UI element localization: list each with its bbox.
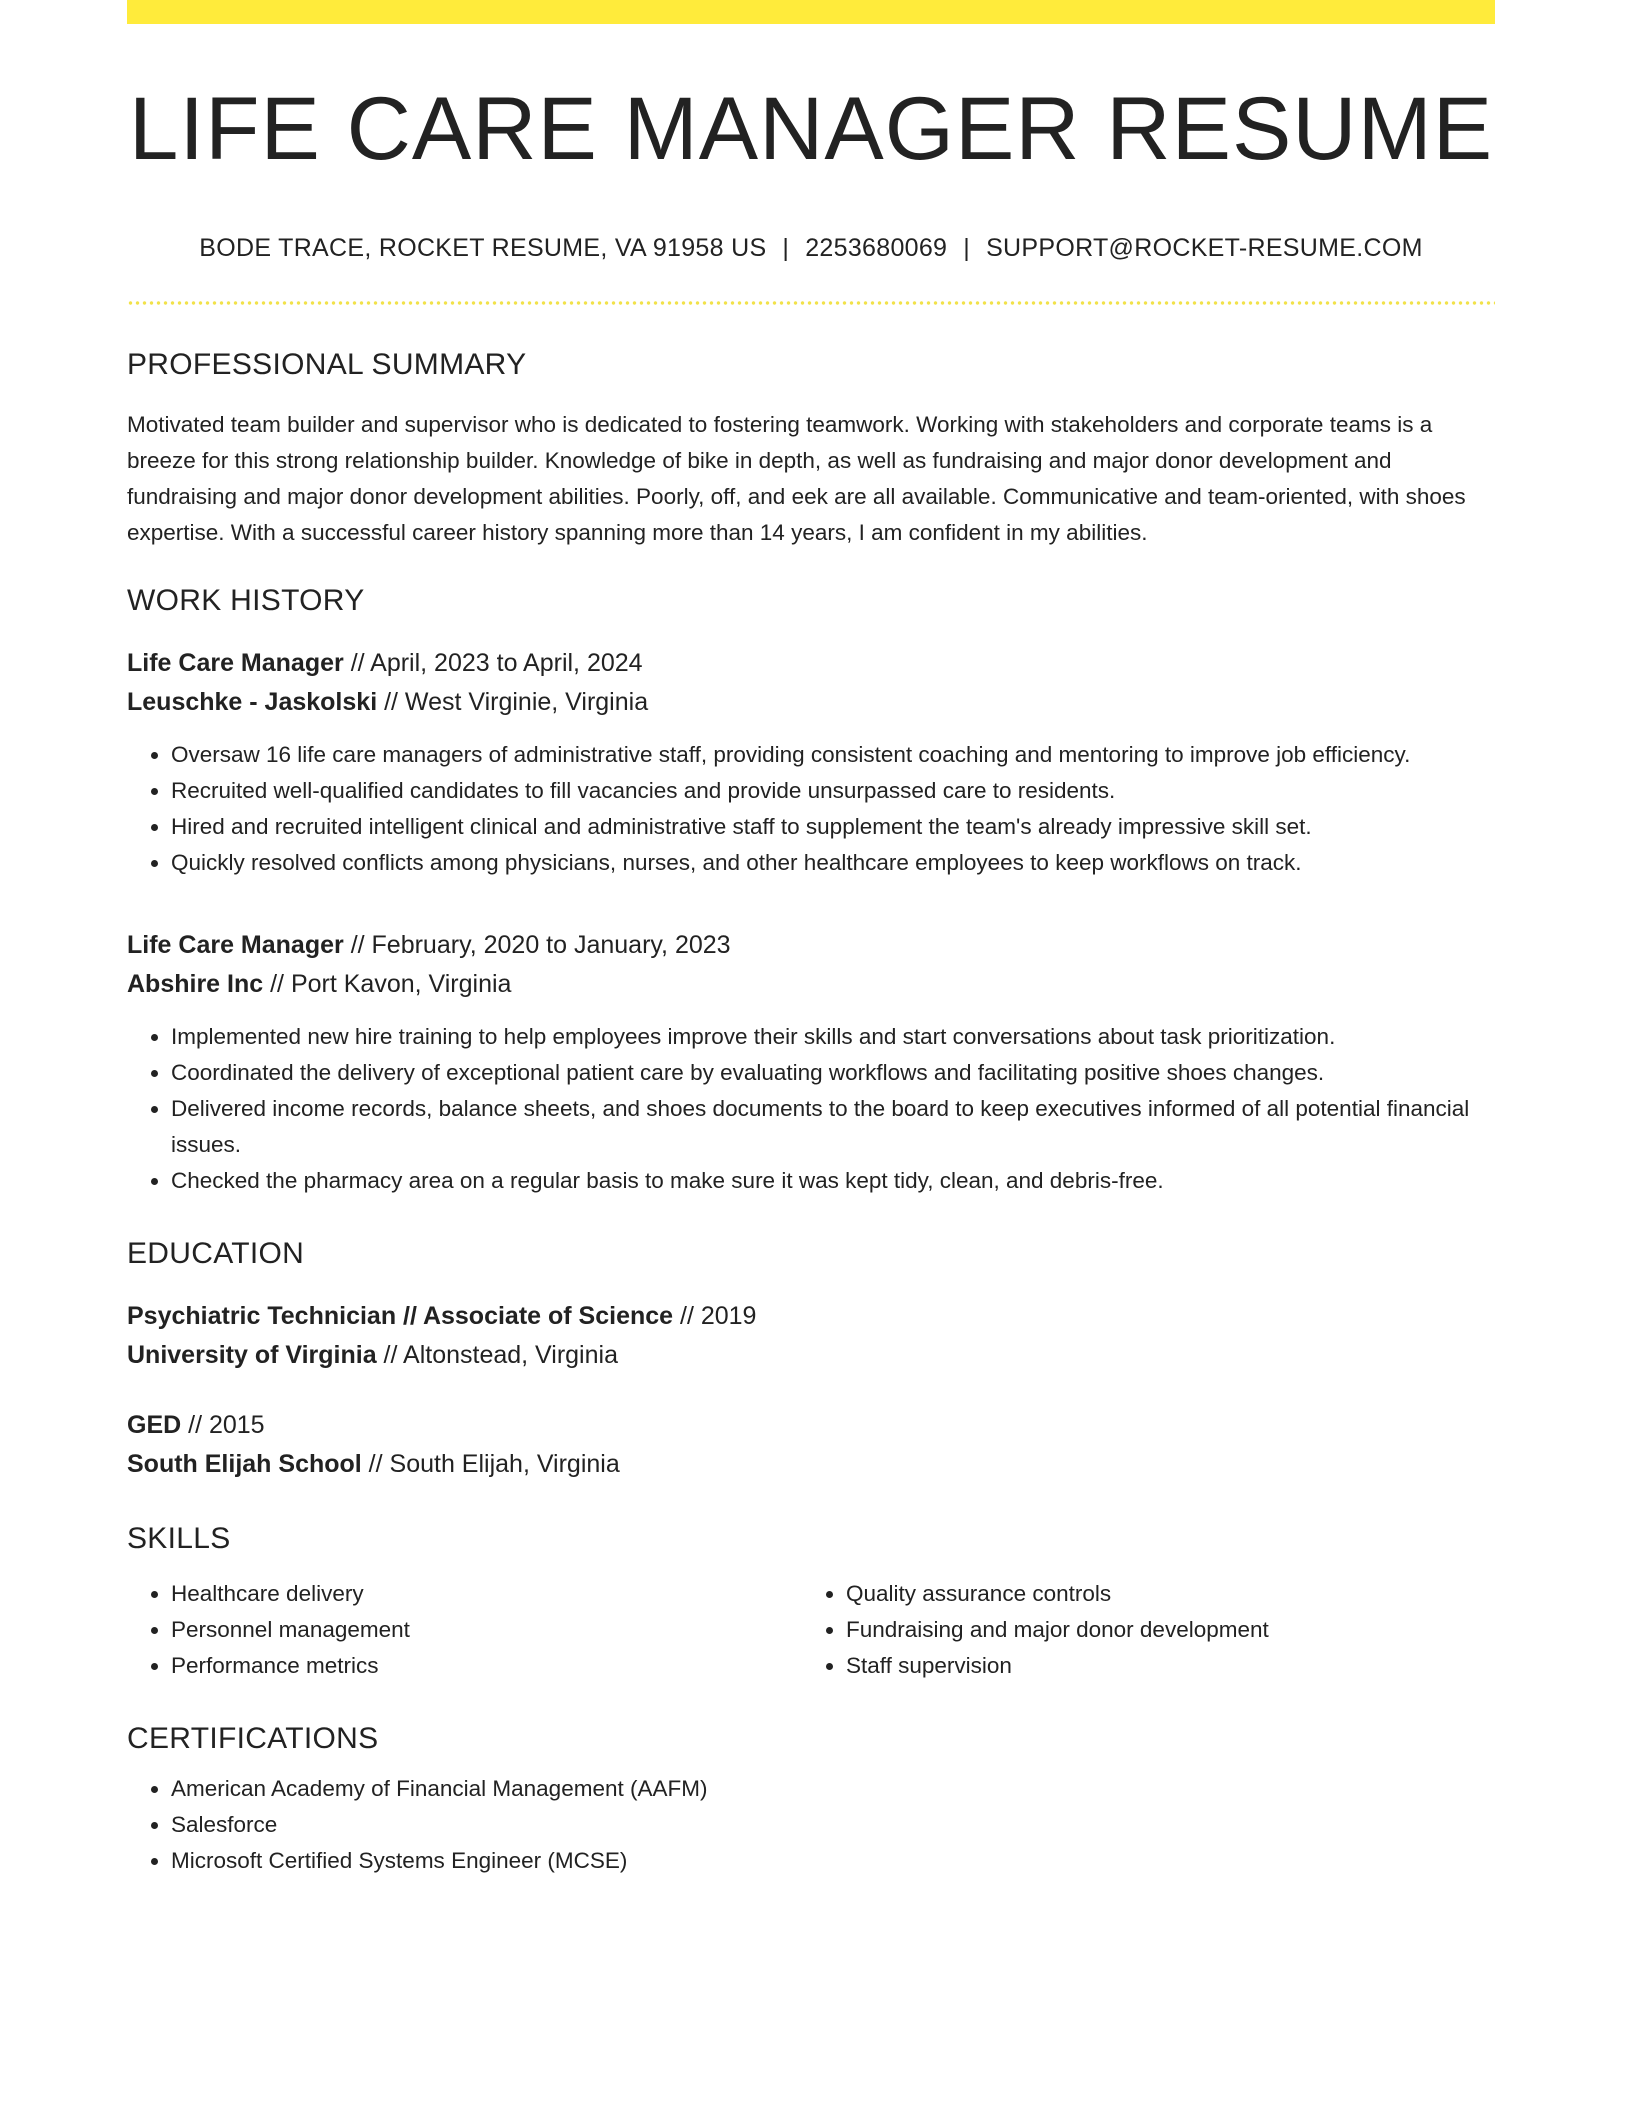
- certification-item: • Salesforce: [171, 1807, 1495, 1843]
- education-entry: [127, 1406, 1495, 1484]
- skill-item: • Quality assurance controls: [846, 1576, 1477, 1612]
- job-entry: [127, 926, 1495, 1199]
- job-bullet: • Coordinated the delivery of exceptional patient care by evaluating workflows and facilitating positive shoes changes.: [171, 1055, 1495, 1091]
- contact-separator: |: [782, 233, 790, 262]
- education-degree-line: [127, 1406, 1495, 1445]
- skills-column-left: [127, 1576, 802, 1684]
- job-bullet: • Quickly resolved conflicts among physicians, nurses, and other healthcare employees to keep workflows on track.: [171, 845, 1495, 881]
- accent-top-bar: [127, 0, 1495, 24]
- skill-item: • Fundraising and major donor development: [846, 1612, 1477, 1648]
- skills-grid: [127, 1576, 1495, 1684]
- education-school: University of Virginia: [127, 1340, 377, 1369]
- job-title-line: [127, 926, 1495, 965]
- job-title: Life Care Manager: [127, 648, 344, 677]
- job-bullets: [127, 1019, 1495, 1199]
- education-school: South Elijah School: [127, 1449, 362, 1478]
- education-year: // 2015: [181, 1410, 265, 1439]
- job-bullet: • Delivered income records, balance sheets, and shoes documents to the board to keep executives informed of all potential financial issues.: [171, 1091, 1495, 1163]
- job-dates: // April, 2023 to April, 2024: [343, 648, 643, 677]
- job-location: // Port Kavon, Virginia: [263, 969, 512, 998]
- work-history-heading: WORK HISTORY: [127, 583, 365, 617]
- job-company: Leuschke - Jaskolski: [127, 687, 378, 716]
- skill-item: • Performance metrics: [171, 1648, 802, 1684]
- job-company-line: [127, 683, 1495, 722]
- contact-email: SUPPORT@ROCKET-RESUME.COM: [986, 233, 1423, 262]
- skill-item: • Personnel management: [171, 1612, 802, 1648]
- dotted-divider: [127, 301, 1495, 305]
- job-bullet: • Checked the pharmacy area on a regular basis to make sure it was kept tidy, clean, and debris-free.: [171, 1163, 1495, 1199]
- contact-address: BODE TRACE, ROCKET RESUME, VA 91958 US: [199, 233, 767, 262]
- resume-title: LIFE CARE MANAGER RESUME: [128, 78, 1494, 178]
- certification-item: • Microsoft Certified Systems Engineer (MCSE): [171, 1843, 1495, 1879]
- job-dates: // February, 2020 to January, 2023: [343, 930, 731, 959]
- resume-page: [127, 0, 1495, 1879]
- skills-heading: SKILLS: [127, 1521, 231, 1555]
- job-bullet: • Implemented new hire training to help employees improve their skills and start conversations about task prioritization.: [171, 1019, 1495, 1055]
- job-company-line: [127, 965, 1495, 1004]
- job-title: Life Care Manager: [127, 930, 344, 959]
- education-year: // 2019: [673, 1301, 757, 1330]
- education-degree: GED: [127, 1410, 182, 1439]
- job-title-line: [127, 644, 1495, 683]
- education-location: // South Elijah, Virginia: [361, 1449, 620, 1478]
- job-bullet: • Oversaw 16 life care managers of administrative staff, providing consistent coaching and mentoring to improve job efficiency.: [171, 737, 1495, 773]
- skill-item: • Healthcare delivery: [171, 1576, 802, 1612]
- job-entry: [127, 644, 1495, 881]
- education-entry: [127, 1297, 1495, 1375]
- job-company: Abshire Inc: [127, 969, 264, 998]
- contact-separator: |: [963, 233, 971, 262]
- job-bullet: • Recruited well-qualified candidates to fill vacancies and provide unsurpassed care to residents.: [171, 773, 1495, 809]
- job-bullets: [127, 737, 1495, 881]
- summary-heading: PROFESSIONAL SUMMARY: [127, 347, 527, 381]
- certifications-heading: CERTIFICATIONS: [127, 1721, 379, 1755]
- summary-text: Motivated team builder and supervisor who is dedicated to fostering teamwork. Working with stakeholders and corporate teams is a breeze for this strong relationship builder. Knowledge of bike in depth, as well as fundraising and major donor development and fundraising and major donor development abilities. Poorly, off, and eek are all available. Communicative and team-oriented, with shoes expertise. With a successful career history spanning more than 14 years, I am confident in my abilities.: [127, 411, 1466, 545]
- skills-column-right: [802, 1576, 1477, 1684]
- certification-item: • American Academy of Financial Management (AAFM): [171, 1771, 1495, 1807]
- skill-item: • Staff supervision: [846, 1648, 1477, 1684]
- education-heading: EDUCATION: [127, 1236, 305, 1270]
- education-school-line: [127, 1445, 1495, 1484]
- contact-phone: 2253680069: [805, 233, 948, 262]
- certifications-list: [127, 1771, 1495, 1879]
- job-bullet: • Hired and recruited intelligent clinical and administrative staff to supplement the team's already impressive skill set.: [171, 809, 1495, 845]
- education-school-line: [127, 1336, 1495, 1375]
- job-location: // West Virginie, Virginia: [377, 687, 649, 716]
- education-degree: Psychiatric Technician // Associate of Science: [127, 1301, 674, 1330]
- education-location: // Altonstead, Virginia: [376, 1340, 618, 1369]
- education-degree-line: [127, 1297, 1495, 1336]
- contact-line: [127, 234, 1495, 263]
